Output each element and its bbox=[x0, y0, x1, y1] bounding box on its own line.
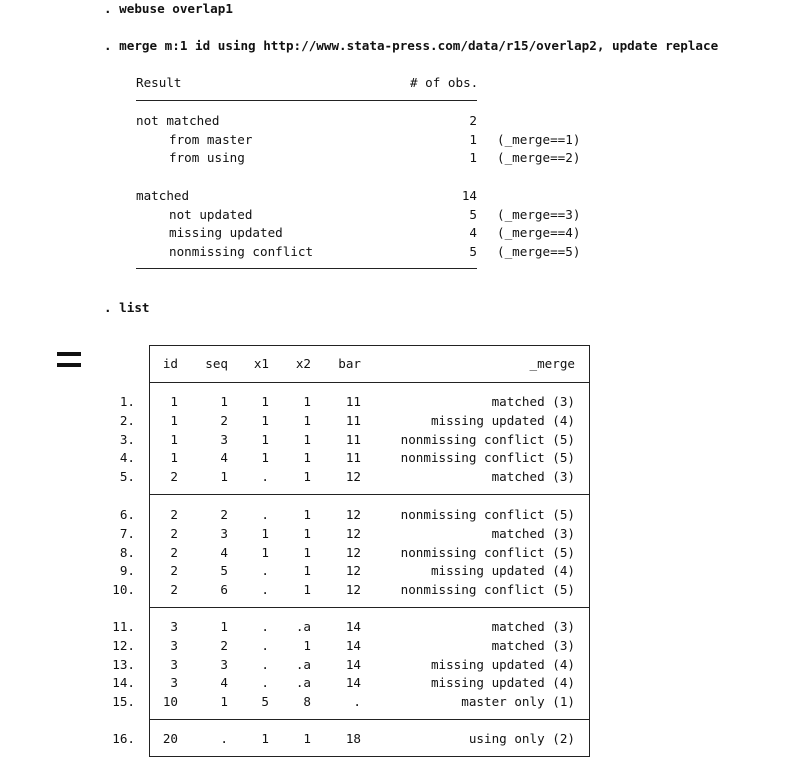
table-cell-merge: master only (1) bbox=[461, 694, 575, 709]
table-cell-id: 1 bbox=[170, 432, 178, 447]
command-list: . list bbox=[104, 300, 150, 315]
row-number: 8. bbox=[119, 545, 135, 560]
row-number: 2. bbox=[119, 413, 135, 428]
column-header-x2: x2 bbox=[295, 356, 311, 371]
list-group-divider bbox=[149, 719, 590, 720]
table-cell-merge: matched (3) bbox=[491, 638, 575, 653]
table-cell-x1: 5 bbox=[261, 694, 269, 709]
table-cell-x1: . bbox=[261, 469, 269, 484]
table-cell-bar: 12 bbox=[345, 582, 361, 597]
table-cell-bar: 11 bbox=[345, 450, 361, 465]
table-cell-bar: 12 bbox=[345, 469, 361, 484]
row-number: 16. bbox=[112, 731, 135, 746]
table-cell-seq: 3 bbox=[220, 657, 228, 672]
summary-row-label: from using bbox=[169, 150, 245, 165]
table-cell-x1: 1 bbox=[261, 413, 269, 428]
table-cell-id: 20 bbox=[162, 731, 178, 746]
row-number: 12. bbox=[112, 638, 135, 653]
table-cell-x1: . bbox=[261, 675, 269, 690]
table-cell-x2: 1 bbox=[303, 413, 311, 428]
table-cell-merge: nonmissing conflict (5) bbox=[400, 432, 575, 447]
table-cell-merge: missing updated (4) bbox=[430, 563, 575, 578]
table-cell-id: 2 bbox=[170, 469, 178, 484]
table-cell-id: 1 bbox=[170, 450, 178, 465]
column-header-bar: bar bbox=[338, 356, 361, 371]
table-cell-bar: 12 bbox=[345, 545, 361, 560]
table-cell-seq: . bbox=[220, 731, 228, 746]
table-cell-x2: 1 bbox=[303, 731, 311, 746]
table-cell-id: 2 bbox=[170, 582, 178, 597]
table-cell-id: 3 bbox=[170, 638, 178, 653]
table-cell-merge: nonmissing conflict (5) bbox=[400, 450, 575, 465]
summary-header-obs: # of obs. bbox=[410, 75, 479, 90]
table-cell-merge: missing updated (4) bbox=[430, 657, 575, 672]
table-cell-x1: 1 bbox=[261, 526, 269, 541]
row-number: 6. bbox=[119, 507, 135, 522]
table-cell-merge: using only (2) bbox=[468, 731, 575, 746]
table-cell-seq: 2 bbox=[220, 638, 228, 653]
table-cell-seq: 4 bbox=[220, 545, 228, 560]
summary-row-label: not updated bbox=[169, 207, 253, 222]
table-cell-bar: 12 bbox=[345, 526, 361, 541]
table-cell-seq: 3 bbox=[220, 432, 228, 447]
summary-row-code: (_merge==2) bbox=[497, 150, 581, 165]
table-cell-seq: 4 bbox=[220, 675, 228, 690]
summary-header-result: Result bbox=[136, 75, 182, 90]
table-cell-x2: 1 bbox=[303, 394, 311, 409]
table-cell-merge: missing updated (4) bbox=[430, 675, 575, 690]
table-cell-seq: 6 bbox=[220, 582, 228, 597]
table-cell-bar: 14 bbox=[345, 657, 361, 672]
table-cell-id: 1 bbox=[170, 413, 178, 428]
table-cell-x1: . bbox=[261, 563, 269, 578]
list-border-bottom bbox=[149, 756, 590, 757]
table-cell-x2: 1 bbox=[303, 563, 311, 578]
table-cell-x1: . bbox=[261, 657, 269, 672]
table-cell-merge: nonmissing conflict (5) bbox=[400, 545, 575, 560]
summary-row-code: (_merge==3) bbox=[497, 207, 581, 222]
table-cell-merge: nonmissing conflict (5) bbox=[400, 507, 575, 522]
table-cell-merge: missing updated (4) bbox=[430, 413, 575, 428]
table-cell-seq: 1 bbox=[220, 619, 228, 634]
list-border-top bbox=[149, 345, 590, 346]
row-number: 5. bbox=[119, 469, 135, 484]
summary-row-obs: 14 bbox=[461, 188, 477, 203]
summary-row-code: (_merge==1) bbox=[497, 132, 581, 147]
command-webuse: . webuse overlap1 bbox=[104, 1, 233, 16]
table-cell-seq: 1 bbox=[220, 694, 228, 709]
row-number: 9. bbox=[119, 563, 135, 578]
table-cell-x2: 1 bbox=[303, 526, 311, 541]
table-cell-seq: 4 bbox=[220, 450, 228, 465]
summary-row-obs: 1 bbox=[469, 150, 477, 165]
table-cell-x1: . bbox=[261, 638, 269, 653]
table-cell-x2: 1 bbox=[303, 638, 311, 653]
table-cell-bar: 12 bbox=[345, 563, 361, 578]
column-header-merge: _merge bbox=[529, 356, 575, 371]
column-header-seq: seq bbox=[205, 356, 228, 371]
summary-row-code: (_merge==4) bbox=[497, 225, 581, 240]
summary-row-label: not matched bbox=[136, 113, 220, 128]
row-number: 10. bbox=[112, 582, 135, 597]
table-cell-x2: 1 bbox=[303, 545, 311, 560]
table-cell-x1: 1 bbox=[261, 450, 269, 465]
table-cell-merge: matched (3) bbox=[491, 619, 575, 634]
table-cell-id: 2 bbox=[170, 507, 178, 522]
row-number: 13. bbox=[112, 657, 135, 672]
summary-row-code: (_merge==5) bbox=[497, 244, 581, 259]
row-number: 4. bbox=[119, 450, 135, 465]
table-cell-id: 2 bbox=[170, 545, 178, 560]
table-cell-seq: 2 bbox=[220, 413, 228, 428]
table-cell-id: 3 bbox=[170, 619, 178, 634]
column-header-x1: x1 bbox=[253, 356, 269, 371]
table-cell-id: 2 bbox=[170, 563, 178, 578]
summary-row-label: matched bbox=[136, 188, 190, 203]
table-cell-x2: .a bbox=[295, 675, 311, 690]
table-cell-x2: .a bbox=[295, 657, 311, 672]
table-cell-merge: matched (3) bbox=[491, 526, 575, 541]
summary-row-obs: 2 bbox=[469, 113, 477, 128]
table-cell-bar: 11 bbox=[345, 413, 361, 428]
table-cell-bar: 12 bbox=[345, 507, 361, 522]
table-cell-bar: 11 bbox=[345, 394, 361, 409]
table-cell-bar: 11 bbox=[345, 432, 361, 447]
table-cell-x1: 1 bbox=[261, 731, 269, 746]
list-border-right bbox=[589, 345, 590, 757]
row-number: 15. bbox=[112, 694, 135, 709]
table-cell-x2: 8 bbox=[303, 694, 311, 709]
row-number: 7. bbox=[119, 526, 135, 541]
table-cell-bar: 18 bbox=[345, 731, 361, 746]
table-cell-x1: 1 bbox=[261, 545, 269, 560]
summary-divider-top bbox=[136, 100, 477, 101]
table-cell-x1: . bbox=[261, 582, 269, 597]
table-cell-x2: 1 bbox=[303, 450, 311, 465]
table-cell-x1: . bbox=[261, 507, 269, 522]
table-cell-bar: 14 bbox=[345, 619, 361, 634]
list-header-divider bbox=[149, 382, 590, 383]
summary-row-obs: 1 bbox=[469, 132, 477, 147]
table-cell-x1: 1 bbox=[261, 394, 269, 409]
table-cell-id: 10 bbox=[162, 694, 178, 709]
table-cell-seq: 3 bbox=[220, 526, 228, 541]
row-number: 14. bbox=[112, 675, 135, 690]
table-cell-id: 1 bbox=[170, 394, 178, 409]
row-number: 3. bbox=[119, 432, 135, 447]
list-group-divider bbox=[149, 494, 590, 495]
summary-divider-bottom bbox=[136, 268, 477, 269]
table-cell-x2: 1 bbox=[303, 469, 311, 484]
summary-row-label: from master bbox=[169, 132, 253, 147]
table-cell-x1: 1 bbox=[261, 432, 269, 447]
summary-row-obs: 5 bbox=[469, 244, 477, 259]
table-cell-bar: 14 bbox=[345, 675, 361, 690]
table-cell-merge: matched (3) bbox=[491, 469, 575, 484]
table-cell-bar: 14 bbox=[345, 638, 361, 653]
summary-row-label: missing updated bbox=[169, 225, 283, 240]
table-cell-x2: 1 bbox=[303, 507, 311, 522]
command-merge: . merge m:1 id using http://www.stata-press.com/data/r15/overlap2, update replace bbox=[104, 38, 719, 53]
list-group-divider bbox=[149, 607, 590, 608]
table-cell-x2: .a bbox=[295, 619, 311, 634]
table-cell-seq: 5 bbox=[220, 563, 228, 578]
row-number: 1. bbox=[119, 394, 135, 409]
table-cell-id: 3 bbox=[170, 657, 178, 672]
column-header-id: id bbox=[162, 356, 178, 371]
summary-row-obs: 5 bbox=[469, 207, 477, 222]
table-cell-merge: nonmissing conflict (5) bbox=[400, 582, 575, 597]
table-cell-id: 2 bbox=[170, 526, 178, 541]
summary-row-obs: 4 bbox=[469, 225, 477, 240]
table-cell-seq: 1 bbox=[220, 394, 228, 409]
table-cell-merge: matched (3) bbox=[491, 394, 575, 409]
table-cell-id: 3 bbox=[170, 675, 178, 690]
table-cell-x2: 1 bbox=[303, 432, 311, 447]
table-cell-bar: . bbox=[353, 694, 361, 709]
table-cell-seq: 1 bbox=[220, 469, 228, 484]
summary-row-label: nonmissing conflict bbox=[169, 244, 314, 259]
table-cell-x2: 1 bbox=[303, 582, 311, 597]
row-number: 11. bbox=[112, 619, 135, 634]
table-cell-x1: . bbox=[261, 619, 269, 634]
table-cell-seq: 2 bbox=[220, 507, 228, 522]
